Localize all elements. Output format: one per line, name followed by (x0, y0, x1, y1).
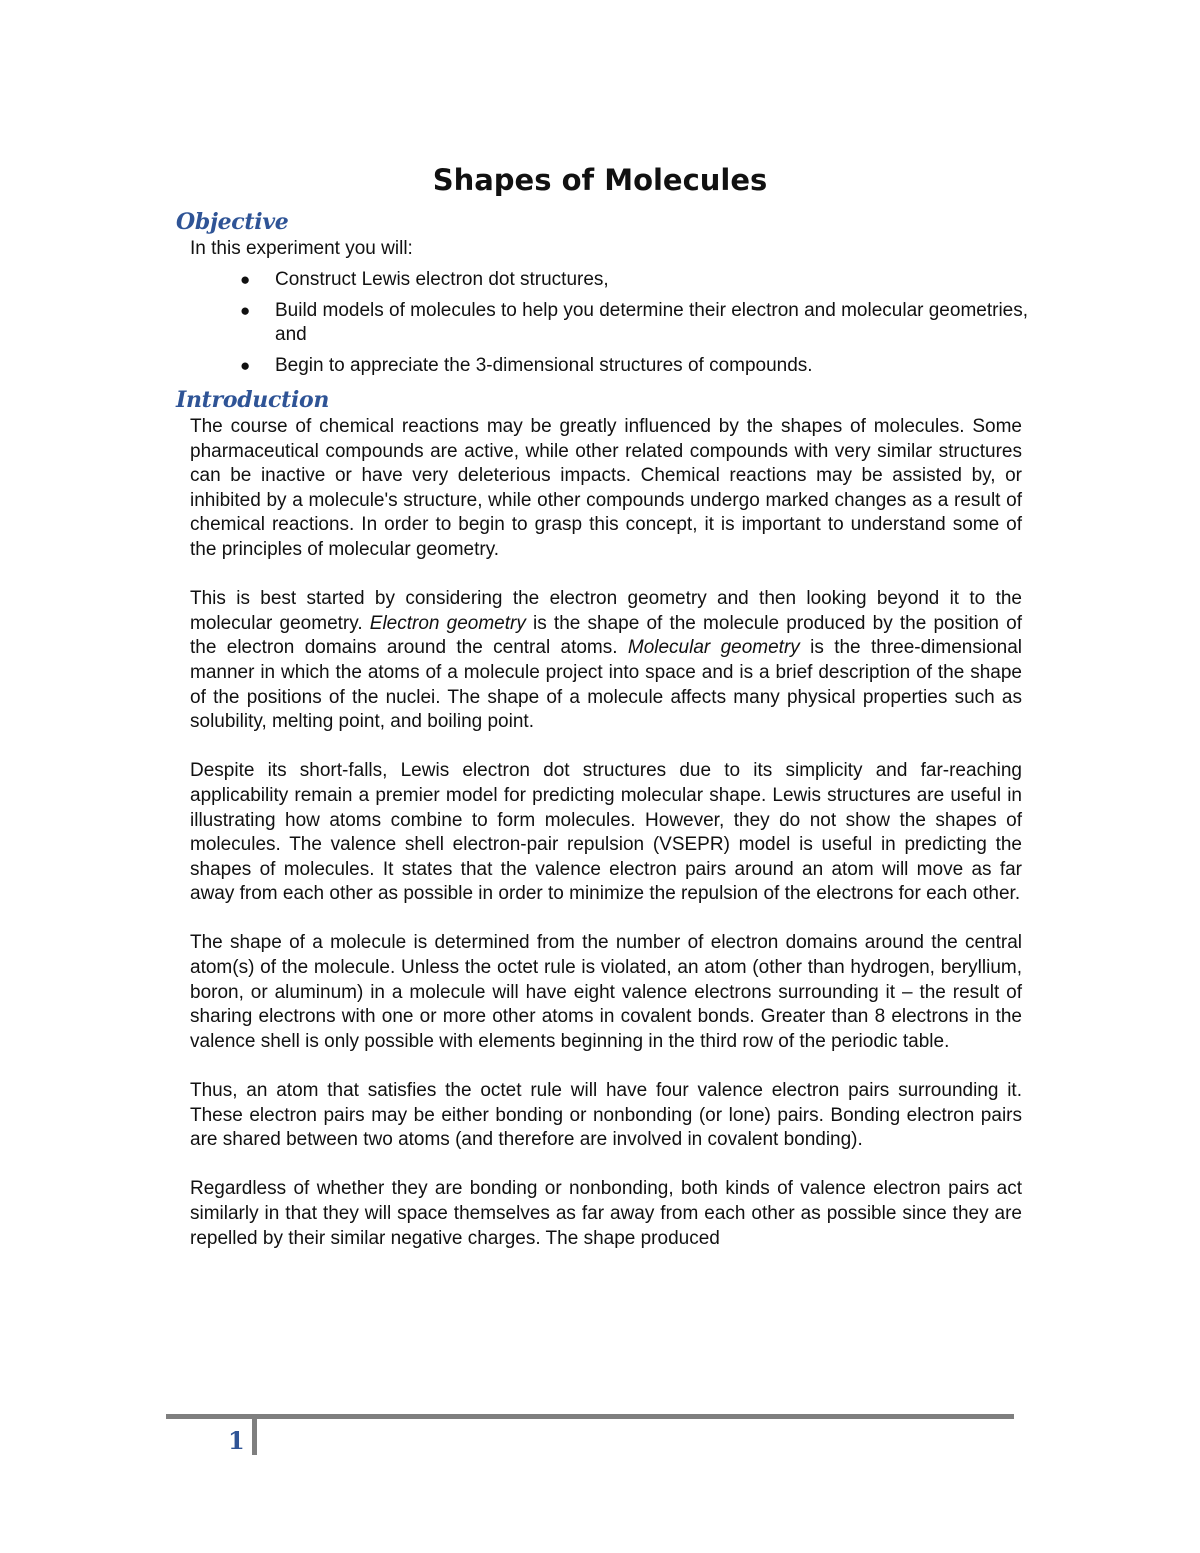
bullet-text: Build models of molecules to help you determine their electron and molecular geometries, and (275, 300, 1029, 345)
paragraph-6: Regardless of whether they are bonding or nonbonding, both kinds of valence electron pairs act similarly in that they will space themselves as far away from each other as possible since they are repelled by their similar negative charges. The shape produced (190, 1178, 1022, 1249)
list-item (190, 268, 1030, 292)
list-item (190, 354, 1030, 378)
list-item (190, 299, 1030, 347)
paragraph-1: The course of chemical reactions may be greatly influenced by the shapes of molecules. Some pharmaceutical compounds are active, while other related compounds with very similar structures can be inactive or have very deleterious impacts. Chemical reactions may be assisted by, or inhibited by a molecule's structure, while other compounds undergo marked changes as a result of chemical reactions. In order to begin to grasp this concept, it is important to understand some of the principles of molecular geometry. (190, 416, 1022, 560)
bullet-icon: ● (240, 270, 251, 289)
term-electron-geometry: Electron geometry (369, 612, 526, 634)
objective-bullet-list (190, 268, 1030, 385)
introduction-body (190, 415, 1022, 1276)
page-title: Shapes of Molecules (432, 163, 768, 197)
bullet-icon: ● (240, 356, 251, 375)
term-molecular-geometry: Molecular geometry (627, 637, 800, 659)
objective-intro: In this experiment you will: (190, 238, 413, 259)
footer-divider (252, 1419, 257, 1455)
footer-rule (166, 1414, 1014, 1419)
paragraph-3: Despite its short-falls, Lewis electron dot structures due to its simplicity and far-reaching applicability remain a premier model for predicting molecular shape. Lewis structures are useful in illustrating how atoms combine to form molecules. However, they do not show the shapes of molecules. The valence shell electron-pair repulsion (VSEPR) model is useful in predicting the shapes of molecules. It states that the valence electron pairs around an atom will move as far away from each other as possible in order to minimize the repulsion of the electrons for each other. (190, 760, 1022, 905)
paragraph-2-text-a: This is best started by considering the electron geometry and then looking beyond it to the molecular geometry. (190, 588, 1022, 634)
paragraph-2-text-e: is the three-dimensional manner in which the atoms of a molecule project into space and is a brief description of the shape of the positions of the nuclei. The shape of a molecule affects many physical properties such as solubility, melting point, and boiling point. (190, 637, 1022, 733)
paragraph-5: Thus, an atom that satisfies the octet rule will have four valence electron pairs surrounding it. These electron pairs may be either bonding or nonbonding (or lone) pairs. Bonding electron pairs are shared between two atoms (and therefore are involved in covalent bonding). (190, 1080, 1022, 1151)
introduction-heading: Introduction (176, 387, 330, 413)
bullet-text: Construct Lewis electron dot structures, (275, 269, 609, 290)
bullet-icon: ● (240, 301, 251, 320)
page-number: 1 (228, 1426, 245, 1455)
bullet-text: Begin to appreciate the 3-dimensional structures of compounds. (275, 355, 813, 376)
paragraph-2 (190, 587, 1022, 735)
objective-heading: Objective (176, 209, 289, 235)
paragraph-4: The shape of a molecule is determined from the number of electron domains around the central atom(s) of the molecule. Unless the octet rule is violated, an atom (other than hydrogen, beryllium, boron, or aluminum) in a molecule will have eight valence electrons surrounding it – the result of sharing electrons with one or more other atoms in covalent bonds. Greater than 8 electrons in the valence shell is only possible with elements beginning in the third row of the periodic table. (190, 932, 1022, 1052)
paragraph-2-text-c: is the shape of the molecule produced by the position of the electron domains around the central atoms. (190, 612, 1022, 659)
